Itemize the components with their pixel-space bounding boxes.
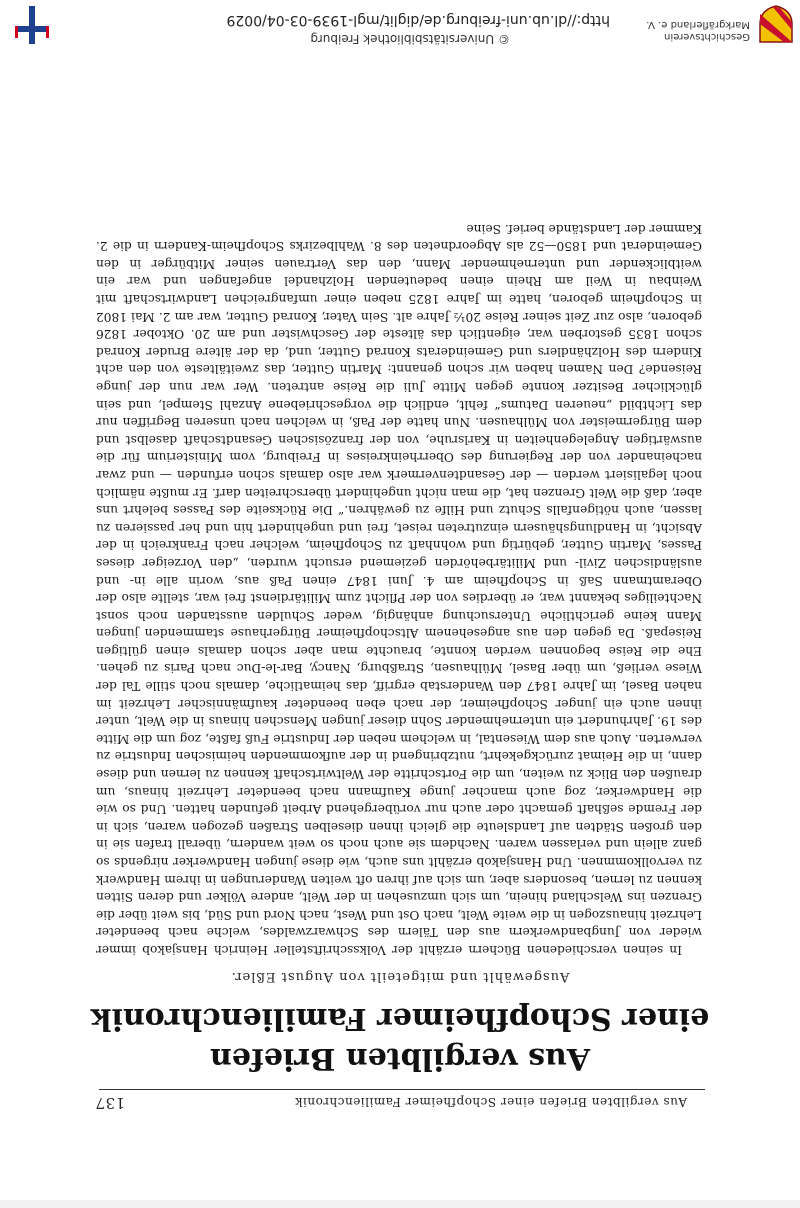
running-head [95,1090,705,1112]
society-line-2: Markgräflerland e. V. [646,19,750,30]
body-paragraph: In seinen verschiedenen Büchern erzählt der Volksschriftsteller Heinrich Hansjakob immer wieder von Jungbandwerkern aus den Tälern des Schwarzwaldes, welche nach beendeter Lehrzeit hinauszogen in die weite Welt, nach Ost und West, nach Nord und Süd, bis weit über die Grenzen ins Welschland hinein, um sich umzusehen in der Welt, andere Völker und deren Sitten kennen zu lernen, besonders aber, um sich auf ihren oft weiten Wanderungen in ihrem Handwerk zu vervollkommnen. Und Hansjakob erzählt uns auch, wie diese jungen Handwerker nirgends so ganz allein und verlassen waren. Nachdem sie auch noch so weit wandern, überall trafen sie in den großen Städten auf Landsleute die gleich ihnen dieselben Straßen gezogen waren, sich in der Fremde seßhaft gemacht oder auch nur vorübergehend Arbeit gefunden hatten. Und so wie die Handwerker, zog auch mancher junge Kaufmann nach beendeter Lehrzeit hinaus, um draußen den Blick zu weiten, um die Fortschritte der Weltwirtschaft kennen zu lernen und diese dann, in die Heimat zurückgekehrt, nutzbringend in der aufkommenden heimischen Industrie zu verwerten. Auch aus dem Wiesental, in welchem neben der Industrie Fuß faßte, zog um die Mitte des 19. Jahrhundert ein unternehmender Sohn dieser jungen Menschen hinaus in die Welt, unter ihnen auch ein junger Schopfheimer, der nach eben beendeter kaufmännischer Lehrzeit im nahen Basel, im Jahre 1847 den Wanderstab ergriff, das heimatliche, damals noch stille Tal der Wiese verließ, um über Basel, Mülhausen, Straßburg, Nancy, Bar-le-Duc nach Paris zu gehen. Ehe die Reise begonnen werden konnte, brauchte man aber schon damals einen gültigen Reisepaß. Da gegen den aus angesehenem Altschopfheimer Bürgerhause stammenden jungen Mann keine gerichtliche Untersuchung anhängig, weder Schulden ausstanden noch sonst Nachteiliges bekannt war, er überdies von der Pflicht zum Militärdienst frei war, stellte also der Oberamtmann Saß in Schopfheim am 4. Juni 1847 einen Paß aus, worin alle in- und ausländischen Zivil- und Militärbehörden geziemend ersucht wurden, „den Vorzeiger dieses Passes, Martin Gutter, gebürtig und wohnhaft zu Schopfheim, welcher nach Frankreich in der Absicht, in Handlungshäusern einzutreten reiset, frei und ungehindert hin und her passieren zu lassen, auch nötigenfalls Schutz und Hilfe zu gewähren.“ Die Rückseite des Passes belehrt uns aber, daß die Welt Grenzen hat, die man nicht ungehindert überschreiten darf. Er mußte nämlich noch legalisiert werden — der Gesandtenvermerk war also damals schon erfunden — und zwar nacheinander von der Regierung des Oberrheinkreises in Freiburg, vom Ministerium für die auswärtigen Angelegenheiten in Karlsruhe, von der französischen Gesandtschaft daselbst und dem Bürgermeister von Mülhausen. Nun hatte der Paß, in welchen nach unseren Begriffen nur das Lichtbild „neueren Datums“ fehlt, endlich die vorgeschriebene Anzahl Stempel, und sein glücklicher Besitzer konnte gegen Mitte Juli die Reise antreten. Wer war nun der junge Reisende? Den Namen haben wir schon genannt: Martin Gutter, das zweitälteste von den acht Kindern des Holzhändlers und Gemeinderats Konrad Gutter, und, da der ältere Bruder Konrad schon 1835 gestorben war, eigentlich das älteste der Geschwister und am 20. Oktober 1826 geboren, also zur Zeit seiner Reise 20½ Jahre alt. Sein Vater, Konrad Gutter, war am 2. Mai 1802 in Schopfheim geboren, hatte im Jahre 1825 neben einer umfangreichen Landwirtschaft mit Weinbau in Weil am Rhein einen bedeutenden Holzhandel angefangen und war ein weitblickender und unternehmender Mann, den das Vertrauen seiner Mitbürger in den Gemeinderat und 1850—52 als Abgeordneten des 8. Wahlbezirks Schopfheim-Kandern in die 2. Kammer der Landstände berief. Seine [96,221,702,957]
running-head-text: Aus vergilbten Briefen einer Schopfheimer Familienchronik [294,1095,687,1109]
byline: Ausgewählt und mitgeteilt von August Eßler. [230,969,570,984]
source-link[interactable]: http://dl.ub.uni-freiburg.de/diglit/mgl-1939-03-04/0029 [226,12,610,28]
header-rule [99,1089,705,1090]
society-name [620,18,750,42]
page-top-strip [0,1200,800,1208]
title-line-2: einer Schopfheimer Familienchronik [90,1001,710,1036]
footer [0,0,800,48]
crest-logo-icon [758,4,794,44]
society-line-1: Geschichtsverein [664,31,750,42]
university-library-logo-icon [12,4,52,46]
copyright-notice: © Universitätsbibliothek Freiburg [310,32,510,46]
title-line-1: Aus vergilbten Briefen [209,1041,591,1076]
page-number: 137 [95,1094,126,1112]
